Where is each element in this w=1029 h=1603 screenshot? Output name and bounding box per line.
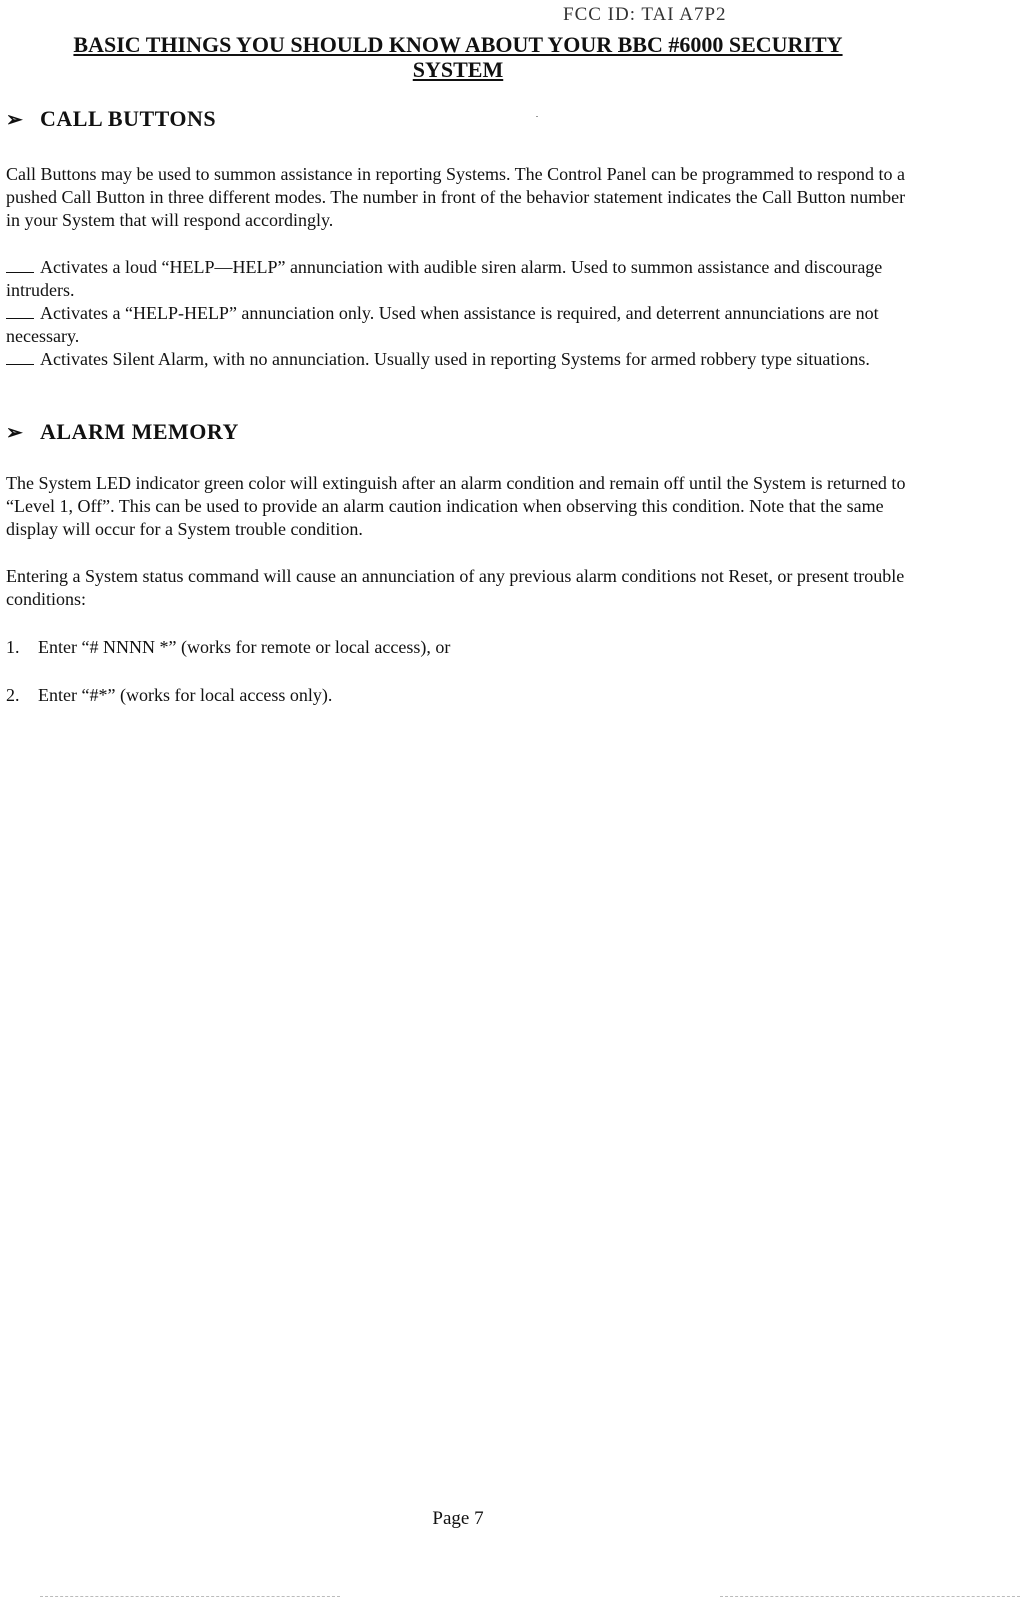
step-number: 1. [6, 637, 20, 657]
mode-number-blank [6, 258, 34, 273]
alarm-memory-paragraph-1: The System LED indicator green color will extinguish after an alarm condition and remain off until the System is returned to “Level 1, Off”. This can be used to provide an alarm caution indication when observing this condition. Note that the same display will occur for a System trouble condition. [6, 473, 906, 539]
call-buttons-heading-text: CALL BUTTONS [40, 106, 217, 131]
status-command-step-1 [6, 636, 450, 659]
status-command-step-2 [6, 684, 332, 707]
call-buttons-intro: Call Buttons may be used to summon assistance in reporting Systems. The Control Panel can be programmed to respond to a pushed Call Button in three different modes. The number in front of the behavior statement indicates the Call Button number in your System that will respond accordingly. [6, 164, 906, 230]
fcc-id-label: FCC ID: TAI A7P2 [563, 4, 727, 25]
mode-number-blank [6, 304, 34, 319]
step-text: Enter “#*” (works for local access only). [38, 685, 333, 705]
scan-artifact-line [720, 1596, 1020, 1597]
call-buttons-heading [6, 106, 216, 133]
arrow-bullet-icon: ➢ [6, 109, 24, 131]
page-number: Page 7 [432, 1508, 484, 1529]
call-button-mode-2-text: Activates a “HELP-HELP” annunciation only. Used when assistance is required, and deterrent annunciations are not necessary. [6, 303, 879, 346]
arrow-bullet-icon: ➢ [6, 422, 24, 444]
alarm-memory-heading [6, 419, 239, 446]
page-title-line-1: BASIC THINGS YOU SHOULD KNOW ABOUT YOUR BBC #6000 SECURITY [73, 32, 843, 57]
call-button-modes-list [6, 256, 916, 371]
scan-artifact-line [40, 1596, 340, 1597]
page-title-line-2: SYSTEM [412, 57, 504, 82]
step-number: 2. [6, 685, 20, 705]
page-title [0, 32, 916, 82]
scan-speck [536, 116, 538, 117]
call-button-mode-3 [6, 348, 916, 371]
alarm-memory-paragraph-2: Entering a System status command will cause an annunciation of any previous alarm conditions not Reset, or present trouble conditions: [6, 566, 905, 609]
call-button-mode-1 [6, 256, 916, 302]
alarm-memory-heading-text: ALARM MEMORY [40, 419, 239, 444]
call-button-mode-2 [6, 302, 916, 348]
call-button-mode-3-text: Activates Silent Alarm, with no annunciation. Usually used in reporting Systems for armed robbery type situations. [40, 349, 870, 369]
step-text: Enter “# NNNN *” (works for remote or local access), or [38, 637, 451, 657]
mode-number-blank [6, 350, 34, 365]
call-button-mode-1-text: Activates a loud “HELP—HELP” annunciation with audible siren alarm. Used to summon assistance and discourage intruders. [6, 257, 883, 300]
